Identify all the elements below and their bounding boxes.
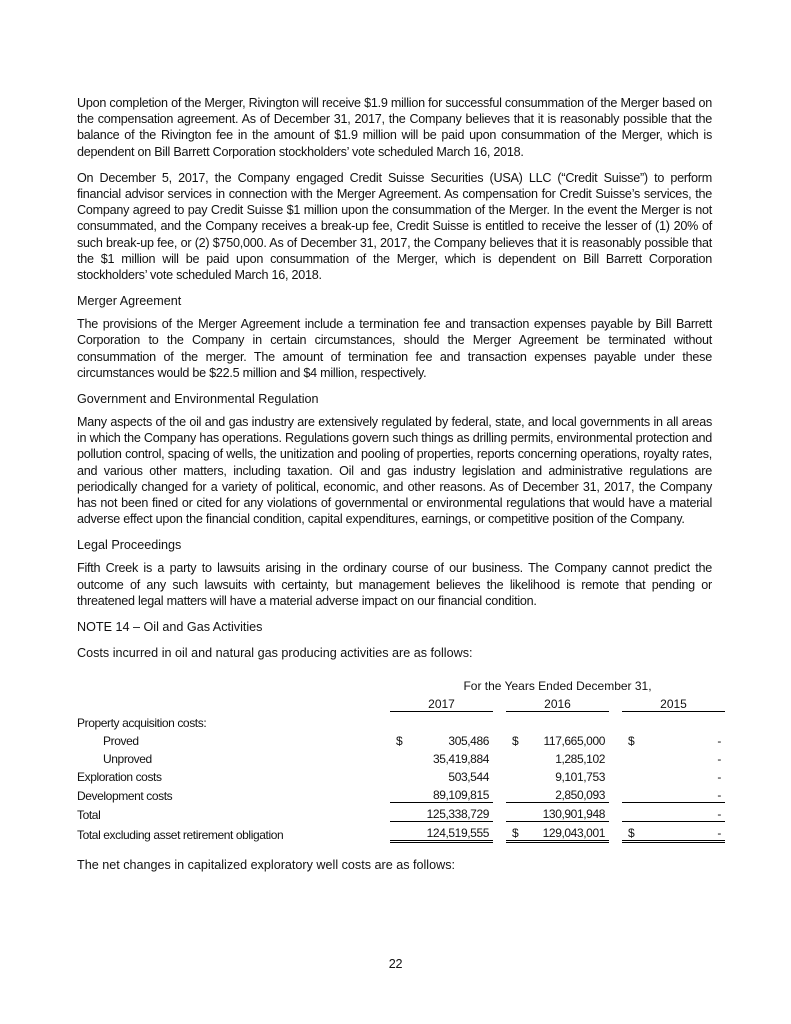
value-cell: 129,043,001 [526, 822, 609, 842]
table-row [77, 766, 725, 784]
period-header-row [77, 675, 725, 693]
value-cell: 503,544 [448, 770, 489, 785]
currency-symbol: $ [512, 734, 519, 749]
value-cell: 9,101,753 [555, 770, 605, 785]
currency-symbol: $ [622, 822, 642, 842]
rivington-paragraph: Upon completion of the Merger, Rivington will receive $1.9 million for successful consummation of the Merger based on the compensation agreement. As of December 31, 2017, the Company believes that it is reasonably possible that the balance of the Rivington fee in the amount of $1.9 million will be paid upon consummation of the Merger, which is dependent on Bill Barrett Corporation stockholders’ vote scheduled March 16, 2018. [77, 96, 712, 159]
value-cell: 117,665,000 [543, 734, 605, 749]
table-row [77, 730, 725, 748]
year-header-row [77, 693, 725, 712]
oil-gas-costs-table [77, 675, 725, 843]
table-row [77, 784, 725, 803]
currency-symbol: $ [396, 734, 403, 749]
value-cell: 89,109,815 [410, 784, 493, 803]
value-cell: 305,486 [448, 734, 489, 749]
table-row [77, 712, 725, 731]
value-cell: 35,419,884 [432, 752, 489, 767]
year-header-2016: 2016 [506, 693, 609, 712]
costs-intro: Costs incurred in oil and natural gas producing activities are as follows: [77, 646, 473, 661]
government-regulation-paragraph: Many aspects of the oil and gas industry are extensively regulated by federal, state, and local governments in all areas in which the Company has operations. Regulations govern such things as drilling permits, environmental protection and pollution control, spacing of wells, the unitization and pooling of properties, reports concerning operations, royalty rates, and various other matters, including taxation. Oil and gas industry legislation and administrative regulations are periodically changed for a variety of political, economic, and other reasons. As of December 31, 2017, the Company has not been fined or cited for any violations of governmental or environmental regulations that would have a material adverse effect upon the financial condition, capital expenditures, earnings, or competitive position of the Company. [77, 415, 712, 527]
row-label: Total [77, 807, 101, 822]
value-cell: - [642, 803, 725, 822]
value-cell: 125,338,729 [410, 803, 493, 822]
table-row [77, 822, 725, 842]
value-cell: 124,519,555 [410, 822, 493, 842]
value-cell: - [717, 770, 721, 785]
currency-symbol: $ [506, 822, 526, 842]
merger-agreement-paragraph: The provisions of the Merger Agreement include a termination fee and transaction expenses payable by Bill Barrett Corporation to the Company in certain circumstances, should the Merger Agreement be terminated without consummation of the merger. The amount of termination fee and transaction expenses payable under these circumstances would be $22.5 million and $4 million, respectively. [77, 317, 712, 380]
currency-symbol: $ [628, 734, 635, 749]
table-row [77, 748, 725, 766]
value-cell: 130,901,948 [526, 803, 609, 822]
legal-proceedings-paragraph: Fifth Creek is a party to lawsuits arising in the ordinary course of our business. The Company cannot predict the outcome of any such lawsuits with certainty, but management believes the likelihood is remote that pending or threatened legal matters will have a material adverse impact on our financial condition. [77, 561, 712, 608]
document-page [77, 95, 721, 880]
section-label: Property acquisition costs: [77, 716, 207, 731]
year-header-2017: 2017 [390, 693, 493, 712]
period-header: For the Years Ended December 31, [463, 679, 652, 694]
row-label: Development costs [77, 788, 173, 803]
note-14-heading: NOTE 14 – Oil and Gas Activities [77, 620, 263, 635]
year-header-2015: 2015 [622, 693, 725, 712]
table-row [77, 803, 725, 822]
row-label: Total excluding asset retirement obligation [77, 827, 284, 842]
value-cell: - [642, 784, 725, 803]
value-cell: 2,850,093 [526, 784, 609, 803]
value-cell: - [717, 734, 721, 749]
government-regulation-heading: Government and Environmental Regulation [77, 392, 319, 407]
value-cell: - [642, 822, 725, 842]
row-label: Proved [103, 734, 139, 749]
net-changes-intro: The net changes in capitalized exploratory well costs are as follows: [77, 858, 456, 873]
row-label: Unproved [103, 752, 152, 767]
merger-agreement-heading: Merger Agreement [77, 294, 182, 309]
value-cell: 1,285,102 [555, 752, 605, 767]
row-label: Exploration costs [77, 770, 162, 785]
value-cell: - [717, 752, 721, 767]
legal-proceedings-heading: Legal Proceedings [77, 538, 182, 553]
credit-suisse-paragraph: On December 5, 2017, the Company engaged Credit Suisse Securities (USA) LLC (“Credit Suisse”) to perform financial advisor services in connection with the Merger Agreement. As compensation for Credit Suisse’s services, the Company agreed to pay Credit Suisse $1 million upon the consummation of the Merger. In the event the Merger is not consummated, and the Company receives a break-up fee, Credit Suisse is entitled to receive the lesser of (1) 20% of such break-up fee, or (2) $750,000. As of December 31, 2017, the Company believes that it is reasonably possible that the $1 million will be paid upon consummation of the Merger, which is dependent on Bill Barrett Corporation stockholders’ vote scheduled March 16, 2018. [77, 170, 712, 283]
page-number: 22 [388, 957, 403, 971]
